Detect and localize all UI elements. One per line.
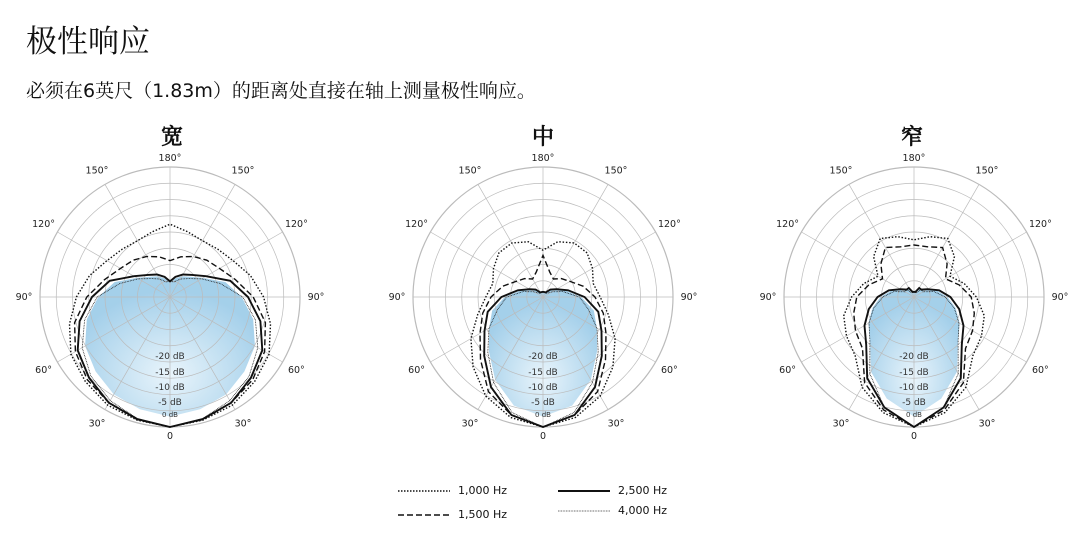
radial-label: -20 dB — [528, 352, 558, 362]
polar-chart-1 — [389, 153, 698, 442]
legend-label: 1,000 Hz — [458, 484, 508, 497]
legend-item-4000 — [558, 504, 667, 517]
angle-label: 90° — [388, 292, 406, 303]
angle-label: 150° — [975, 165, 999, 177]
radial-label: -5 dB — [531, 398, 555, 408]
angle-label: 60° — [35, 365, 53, 376]
polar-chart-0 — [16, 153, 325, 442]
angle-label: 60° — [660, 365, 678, 376]
grid-spoke — [430, 232, 543, 297]
radial-label: -5 dB — [902, 398, 926, 408]
page-description: 必须在6英尺（1.83m）的距离处直接在轴上测量极性响应。 — [26, 80, 536, 102]
angle-label: 30° — [832, 418, 850, 430]
angle-label: 150° — [85, 165, 109, 177]
radial-label: 0 dB — [906, 411, 922, 419]
legend-label: 4,000 Hz — [618, 504, 668, 517]
radial-label: 0 dB — [162, 411, 178, 419]
angle-label: 150° — [604, 165, 628, 177]
angle-label: 30° — [978, 418, 996, 430]
angle-label: 180° — [531, 153, 555, 164]
chart-title-medium: 中 — [531, 125, 554, 150]
grid-spoke — [914, 232, 1027, 297]
grid-spoke — [849, 184, 914, 297]
angle-label: 120° — [32, 219, 56, 230]
angle-label: 0 — [910, 431, 918, 442]
grid-spoke — [801, 232, 914, 297]
angle-label: 120° — [284, 219, 308, 230]
legend-label: 2,500 Hz — [618, 484, 668, 497]
grid-spoke — [478, 184, 543, 297]
angle-label: 150° — [231, 165, 255, 177]
polar-chart-2 — [760, 153, 1069, 442]
angle-label: 60° — [287, 365, 305, 376]
angle-label: 90° — [307, 292, 325, 303]
angle-label: 120° — [405, 219, 429, 230]
chart-title-wide: 宽 — [160, 125, 183, 150]
radial-label: -15 dB — [899, 368, 929, 378]
grid-spoke — [543, 184, 608, 297]
legend-item-2500 — [558, 484, 667, 497]
legend-item-1000 — [398, 484, 507, 497]
radial-label: -10 dB — [155, 383, 185, 393]
radial-label: -15 dB — [155, 368, 185, 378]
angle-label: 60° — [408, 365, 426, 376]
angle-label: 30° — [234, 418, 252, 430]
legend — [398, 480, 718, 530]
angle-label: 120° — [1028, 219, 1052, 230]
radial-label: -20 dB — [899, 352, 929, 362]
grid-spoke — [914, 184, 979, 297]
angle-label: 180° — [902, 153, 926, 164]
angle-label: 90° — [759, 292, 777, 303]
legend-label: 1,500 Hz — [458, 508, 508, 521]
angle-label: 90° — [15, 292, 33, 303]
angle-label: 120° — [776, 219, 800, 230]
angle-label: 60° — [779, 365, 797, 376]
angle-label: 90° — [1051, 292, 1069, 303]
radial-label: -10 dB — [528, 383, 558, 393]
angle-label: 150° — [829, 165, 853, 177]
angle-label: 0 — [539, 431, 547, 442]
angle-label: 150° — [458, 165, 482, 177]
radial-label: -15 dB — [528, 368, 558, 378]
angle-label: 90° — [680, 292, 698, 303]
radial-label: 0 dB — [535, 411, 551, 419]
angle-label: 30° — [88, 418, 106, 430]
angle-label: 30° — [461, 418, 479, 430]
radial-label: -10 dB — [899, 383, 929, 393]
radial-label: -5 dB — [158, 398, 182, 408]
radial-label: -20 dB — [155, 352, 185, 362]
angle-label: 60° — [1031, 365, 1049, 376]
chart-title-narrow: 窄 — [900, 125, 923, 150]
page-title: 极性响应 — [26, 24, 150, 60]
legend-item-1500 — [398, 508, 507, 521]
angle-label: 30° — [607, 418, 625, 430]
angle-label: 180° — [158, 153, 182, 164]
angle-label: 120° — [657, 219, 681, 230]
angle-label: 0 — [166, 431, 174, 442]
